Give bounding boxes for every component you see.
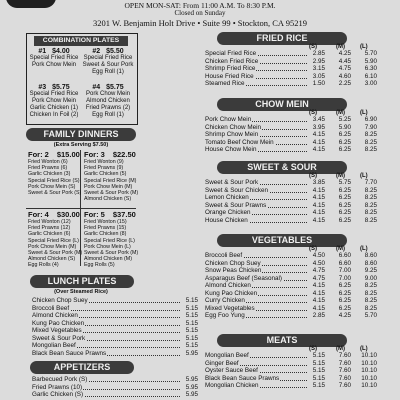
price-small: 4.15 — [307, 282, 325, 290]
price-large: 7.90 — [357, 124, 377, 132]
price-small: 4.15 — [307, 194, 325, 202]
combo-plate-header — [28, 48, 80, 55]
price-small: 3.45 — [307, 116, 325, 124]
price-large: 6.10 — [357, 73, 377, 81]
item-name: Curry Chicken — [205, 297, 245, 304]
item-name: Mongolian Beef — [205, 352, 249, 359]
item-name: Special Fried Rice — [205, 50, 257, 57]
vegetables-row — [205, 305, 377, 313]
family-group-price: $30.00 — [56, 210, 80, 219]
price-large: 8.25 — [357, 209, 377, 217]
item-name: House Chow Mein — [205, 146, 257, 153]
family-group-item: Special Fried Rice (L) — [28, 237, 79, 244]
vegetables-banner: VEGETABLES — [217, 234, 347, 247]
hours-text: OPEN MON-SAT: From 11:00 A.M. To 8:30 P.M. — [124, 1, 276, 10]
item-name: Lemon Chicken — [205, 194, 249, 201]
combo-plate-header — [82, 48, 134, 55]
price-medium: 6.25 — [333, 282, 351, 290]
family-group-item: Egg Rolls (4) — [28, 262, 59, 269]
combo-plate-item: Chicken In Foil (2) — [29, 112, 79, 118]
price-small: 4.15 — [307, 217, 325, 225]
chow_mein-banner: CHOW MEIN — [217, 98, 347, 111]
price-small: 4.15 — [307, 187, 325, 195]
family-group-title: For: 5 — [84, 210, 105, 219]
price-small: 4.15 — [307, 146, 325, 154]
item-price: 5.15 — [180, 320, 198, 328]
meats-row — [205, 382, 377, 390]
family-group — [84, 211, 144, 269]
sweet_sour-row — [205, 194, 377, 202]
lunch-plates-banner: LUNCH PLATES — [30, 275, 134, 288]
family-group-title: For: 2 — [28, 150, 49, 159]
vegetables-row — [205, 260, 377, 268]
family-group-item: Egg Rolls (5) — [84, 262, 115, 269]
price-small: 4.75 — [307, 267, 325, 275]
family-group-item: Sweet & Sour Pork (M) — [84, 190, 139, 197]
combo-plate-item: Egg Roll (1) — [92, 69, 124, 75]
item-name: Asparagus Beef (Seasonal) — [205, 274, 283, 282]
family-group-item: Pork Chow Mein (M) — [28, 243, 77, 250]
price-medium: 7.60 — [333, 382, 351, 390]
fried_rice-row — [205, 80, 377, 88]
item-name: Orange Chicken — [205, 209, 251, 216]
price-small: 1.50 — [307, 80, 325, 88]
family-group-item: Special Fried Rice (L) — [84, 237, 135, 244]
price-medium: 6.25 — [333, 194, 351, 202]
item-price: 5.95 — [180, 376, 198, 384]
family-group-item: Garlic Chicken (8) — [84, 231, 127, 238]
price-large: 10.10 — [357, 352, 377, 360]
meats-banner: MEATS — [217, 334, 347, 347]
price-large: 10.10 — [357, 360, 377, 368]
combo-plate-price: $5.75 — [106, 84, 124, 91]
combo-plate-number: #1 — [38, 48, 47, 55]
combo-plate-item: Pork Chow Mein — [31, 98, 76, 104]
combo-plate — [82, 84, 134, 119]
price-medium: 4.60 — [333, 73, 351, 81]
family-group-item: Almond Chicken (S) — [84, 196, 132, 203]
combo-plate-price: $4.00 — [52, 48, 70, 55]
size-small-label: (S) — [309, 346, 317, 352]
item-price: 5.95 — [180, 391, 198, 399]
price-medium: 7.60 — [333, 375, 351, 383]
price-large: 8.25 — [357, 297, 377, 305]
family-group-item: Pork Chow Mein (L) — [84, 243, 131, 250]
family-group-item: Sweet & Sour Pork (S) — [28, 190, 82, 197]
price-small: 4.15 — [307, 131, 325, 139]
price-medium: 7.00 — [333, 275, 351, 283]
item-price: 5.95 — [180, 384, 198, 392]
meats-row — [205, 367, 377, 375]
address-text: 3201 W. Benjamin Holt Drive • Suite 99 • Stockton, CA 95219 — [93, 18, 307, 28]
family-group-item: Garlic Chicken (6) — [28, 231, 71, 238]
family-divider-horizontal — [26, 208, 136, 209]
item-name: Sweet & Sour Pork — [205, 179, 259, 186]
appetizer-row — [32, 391, 198, 399]
price-small: 3.15 — [307, 65, 325, 73]
price-medium: 6.25 — [333, 187, 351, 195]
family-group-title: For: 3 — [84, 150, 105, 159]
item-name: Sweet & Sour Prawns — [205, 201, 267, 209]
size-large-label: (L) — [360, 173, 368, 179]
item-name: Sweet & Sour Pork — [32, 334, 86, 342]
price-medium: 6.25 — [333, 290, 351, 298]
price-large: 8.25 — [357, 282, 377, 290]
family-group-header — [84, 151, 144, 159]
price-small: 5.15 — [307, 367, 325, 375]
price-large: 5.70 — [357, 50, 377, 58]
item-name: Shrimp Fried Rice — [205, 65, 256, 72]
price-large: 8.25 — [357, 131, 377, 139]
combination-title: COMBINATION PLATES — [34, 36, 128, 46]
lunch-row — [32, 335, 198, 343]
closed-text: Closed on Sunday — [174, 9, 226, 17]
size-small-label: (S) — [309, 44, 317, 50]
combo-plate-item: Special Fried Rice — [29, 55, 79, 61]
family-group-item: Pork Chow Mein (S) — [28, 183, 76, 190]
family-group — [84, 151, 144, 202]
price-small: 4.50 — [307, 252, 325, 260]
price-small: 2.85 — [307, 312, 325, 320]
price-small: 2.95 — [307, 58, 325, 66]
item-name: Mixed Vegetables — [205, 304, 255, 312]
price-medium: 6.25 — [333, 146, 351, 154]
price-small: 4.15 — [307, 139, 325, 147]
vegetables-row — [205, 282, 377, 290]
item-name: Steamed Rice — [205, 80, 245, 87]
price-large: 8.25 — [357, 139, 377, 147]
chow_mein-row — [205, 124, 377, 132]
chow_mein-row — [205, 139, 377, 147]
chow_mein-row — [205, 116, 377, 124]
combo-plate — [28, 48, 80, 69]
family-group-item: Garlic Chicken (3) — [28, 171, 71, 178]
vegetables-row — [205, 275, 377, 283]
family-group-item: Fried Prawns (9) — [84, 165, 124, 172]
price-small: 3.05 — [307, 73, 325, 81]
price-small: 4.50 — [307, 260, 325, 268]
price-medium: 4.25 — [333, 312, 351, 320]
price-small: 4.15 — [307, 305, 325, 313]
price-medium: 7.60 — [333, 352, 351, 360]
price-large: 8.25 — [357, 194, 377, 202]
price-large: 8.60 — [357, 252, 377, 260]
price-small: 3.95 — [307, 124, 325, 132]
vegetables-row — [205, 297, 377, 305]
combo-plate — [82, 48, 134, 76]
lunch-row — [32, 327, 198, 335]
combo-plate-price: $5.75 — [52, 84, 70, 91]
family-group-item: Sweet & Sour Pork (M) — [28, 250, 83, 257]
family-group-item: Fried Prawns (12) — [28, 225, 71, 232]
size-large-label: (L) — [360, 44, 368, 50]
item-name: Kung Pao Chicken — [32, 319, 85, 327]
appetizer-row — [32, 384, 198, 392]
lunch-row — [32, 312, 198, 320]
item-name: Shrimp Chow Mein — [205, 131, 259, 138]
appetizers-banner: APPETIZERS — [30, 361, 134, 374]
price-large: 5.70 — [357, 312, 377, 320]
price-medium: 6.25 — [333, 202, 351, 210]
combo-plate-item: Fried Prawns (2) — [85, 105, 131, 111]
fried_rice-row — [205, 65, 377, 73]
sweet_sour-row — [205, 179, 377, 187]
item-name: Mongolian Chicken — [205, 382, 259, 389]
item-name: Black Bean Sauce Prawns — [205, 374, 280, 382]
price-large: 8.25 — [357, 187, 377, 195]
item-name: Pork Chow Mein — [205, 116, 252, 123]
item-price: 5.95 — [180, 350, 198, 358]
size-small-label: (S) — [309, 173, 317, 179]
item-price: 5.15 — [180, 335, 198, 343]
price-small: 4.75 — [307, 275, 325, 283]
item-name: Egg Foo Yung — [205, 312, 245, 319]
item-name: Tomato Beef Chow Mein — [205, 138, 274, 146]
lunch-subtitle: (Over Steamed Rice) — [54, 289, 108, 295]
price-large: 7.70 — [357, 179, 377, 187]
item-price: 5.15 — [180, 342, 198, 350]
price-medium: 6.25 — [333, 131, 351, 139]
price-large: 3.00 — [357, 80, 377, 88]
size-small-label: (S) — [309, 246, 317, 252]
size-small-label: (S) — [309, 110, 317, 116]
price-large: 8.60 — [357, 260, 377, 268]
item-name: Chicken Fried Rice — [205, 57, 259, 65]
price-large: 9.00 — [357, 275, 377, 283]
family-group-header — [28, 211, 88, 219]
combo-plate-header — [82, 84, 134, 91]
item-name: Fried Prawns (10) — [32, 383, 83, 391]
family-group-price: $37.50 — [112, 210, 136, 219]
combo-plate-header — [28, 84, 80, 91]
item-price: 5.15 — [180, 297, 198, 305]
price-medium: 5.90 — [333, 124, 351, 132]
combo-plate-item: Special Fried Rice — [83, 55, 133, 61]
combo-plate — [28, 84, 80, 119]
price-small: 4.15 — [307, 202, 325, 210]
size-medium-label: (M) — [336, 246, 345, 252]
item-name: House Fried Rice — [205, 72, 254, 80]
size-large-label: (L) — [360, 346, 368, 352]
lunch-row — [32, 305, 198, 313]
combo-plate-price: $5.50 — [106, 48, 124, 55]
family-group-item: Almond Chicken (S) — [28, 256, 76, 263]
combo-plate-item: Almond Chicken — [86, 98, 130, 104]
family-group-item: Fried Wonton (12) — [28, 219, 71, 225]
sweet_sour-row — [205, 187, 377, 195]
vegetables-row — [205, 252, 377, 260]
sweet_sour-row — [205, 202, 377, 210]
item-name: Broccoli Beef — [205, 252, 243, 259]
price-large: 6.90 — [357, 116, 377, 124]
item-name: Barbecued Pork (S) — [32, 376, 88, 383]
vegetables-row — [205, 290, 377, 298]
price-medium: 6.25 — [333, 217, 351, 225]
vegetables-row — [205, 267, 377, 275]
family-group-item: Garlic Chicken (5) — [84, 171, 127, 178]
family-group-title: For: 4 — [28, 210, 49, 219]
combo-plate-item: Egg Roll (1) — [92, 112, 124, 118]
combo-plate-item: Pork Chow Mein — [31, 62, 76, 68]
price-small: 2.85 — [307, 50, 325, 58]
combo-plate-number: #2 — [92, 48, 101, 55]
price-large: 8.25 — [357, 305, 377, 313]
item-name: Mongolian Beef — [32, 342, 76, 349]
family-group-item: Fried Prawns (15) — [84, 225, 127, 232]
vegetables-row — [205, 312, 377, 320]
item-name: Oyster Sauce Beef — [205, 367, 258, 374]
family-group-item: Fried Wonton (6) — [28, 159, 68, 165]
price-medium: 4.25 — [333, 50, 351, 58]
family-group-item: Special Fried Rice (S) — [28, 177, 80, 184]
fried_rice-row — [205, 73, 377, 81]
price-large: 8.25 — [357, 217, 377, 225]
price-large: 9.25 — [357, 267, 377, 275]
item-name: House Chicken — [205, 216, 248, 224]
price-medium: 6.25 — [333, 209, 351, 217]
price-medium: 5.25 — [333, 116, 351, 124]
family-group-price: $22.50 — [112, 150, 136, 159]
combo-plate-item: Special Fried Rice — [29, 91, 79, 97]
price-large: 6.30 — [357, 65, 377, 73]
price-medium: 4.45 — [333, 58, 351, 66]
item-name: Garlic Chicken (S) — [32, 391, 84, 398]
price-medium: 6.25 — [333, 305, 351, 313]
price-large: 8.25 — [357, 202, 377, 210]
item-name: Snow Peas Chicken — [205, 267, 262, 274]
price-medium: 7.00 — [333, 267, 351, 275]
meats-row — [205, 375, 377, 383]
family-group-price: $15.00 — [56, 150, 80, 159]
family-group-item: Fried Wonton (15) — [84, 219, 127, 225]
price-medium: 6.60 — [333, 252, 351, 260]
lunch-row — [32, 342, 198, 350]
item-name: Almond Chicken — [205, 282, 251, 289]
price-large: 10.10 — [357, 367, 377, 375]
combo-plate-number: #3 — [38, 84, 47, 91]
size-large-label: (L) — [360, 246, 368, 252]
price-large: 8.25 — [357, 146, 377, 154]
sweet_sour-row — [205, 217, 377, 225]
item-name: Broccoli Beef — [32, 304, 70, 312]
price-medium: 5.75 — [333, 179, 351, 187]
item-name: Almond Chicken — [32, 312, 78, 319]
combo-plate-item: Garlic Chicken (1) — [29, 105, 78, 111]
price-medium: 6.25 — [333, 297, 351, 305]
price-medium: 6.25 — [333, 139, 351, 147]
fried_rice-row — [205, 50, 377, 58]
price-medium: 7.60 — [333, 360, 351, 368]
item-name: Sweet & Sour Chicken — [205, 186, 268, 194]
fried_rice-row — [205, 58, 377, 66]
sweet_sour-row — [205, 209, 377, 217]
family-group-item: Fried Wonton (9) — [84, 159, 124, 165]
family-subtitle: (Extra Serving $7.50) — [53, 142, 109, 148]
family-group — [28, 211, 88, 269]
family-group-item: Special Fried Rice (M) — [84, 177, 137, 184]
price-medium: 2.25 — [333, 80, 351, 88]
lunch-row — [32, 350, 198, 358]
price-small: 5.15 — [307, 382, 325, 390]
item-price: 5.15 — [180, 305, 198, 313]
family-group-item: Sweet & Sour Pork (M) — [84, 250, 139, 257]
meats-row — [205, 360, 377, 368]
item-name: Chicken Chow Mein — [205, 123, 261, 131]
price-small: 4.15 — [307, 297, 325, 305]
price-large: 5.90 — [357, 58, 377, 66]
combo-plate-item: Sweet & Sour Pork — [82, 62, 134, 68]
price-large: 8.25 — [357, 290, 377, 298]
price-small: 3.85 — [307, 179, 325, 187]
size-medium-label: (M) — [336, 110, 345, 116]
family-group-item: Almond Chicken (M) — [84, 256, 132, 263]
chow_mein-row — [205, 146, 377, 154]
family-group-header — [84, 211, 144, 219]
price-small: 5.15 — [307, 375, 325, 383]
price-large: 10.10 — [357, 382, 377, 390]
item-name: Chicken Chop Suey — [205, 259, 261, 267]
family-group-header — [28, 151, 88, 159]
combo-plate-item: Pork Chow Mein — [85, 91, 130, 97]
size-medium-label: (M) — [336, 44, 345, 50]
size-medium-label: (M) — [336, 346, 345, 352]
item-name: Black Bean Sauce Prawns — [32, 349, 107, 357]
item-name: Kung Pao Chicken — [205, 289, 258, 297]
size-medium-label: (M) — [336, 173, 345, 179]
item-name: Ginger Beef — [205, 359, 239, 367]
family-group-item: Fried Prawns (6) — [28, 165, 68, 172]
price-medium: 4.75 — [333, 65, 351, 73]
item-name: Chicken Chop Suey — [32, 297, 88, 304]
lunch-row — [32, 320, 198, 328]
price-medium: 6.60 — [333, 260, 351, 268]
price-small: 5.15 — [307, 352, 325, 360]
sweet_sour-banner: SWEET & SOUR — [217, 161, 347, 174]
family-group-item: Pork Chow Mein (M) — [84, 183, 133, 190]
family-group — [28, 151, 88, 196]
size-large-label: (L) — [360, 110, 368, 116]
price-small: 5.15 — [307, 360, 325, 368]
price-small: 4.15 — [307, 209, 325, 217]
chow_mein-row — [205, 131, 377, 139]
combo-plate-number: #4 — [92, 84, 101, 91]
fried_rice-banner: FRIED RICE — [217, 32, 347, 45]
price-large: 10.10 — [357, 375, 377, 383]
item-name: Mixed Vegetables — [32, 327, 82, 334]
item-price: 5.15 — [180, 327, 198, 335]
price-small: 4.15 — [307, 290, 325, 298]
lunch-row — [32, 297, 198, 305]
price-medium: 7.60 — [333, 367, 351, 375]
appetizer-row — [32, 376, 198, 384]
item-price: 5.15 — [180, 312, 198, 320]
meats-row — [205, 352, 377, 360]
family-dinners-banner: FAMILY DINNERS — [26, 128, 136, 141]
